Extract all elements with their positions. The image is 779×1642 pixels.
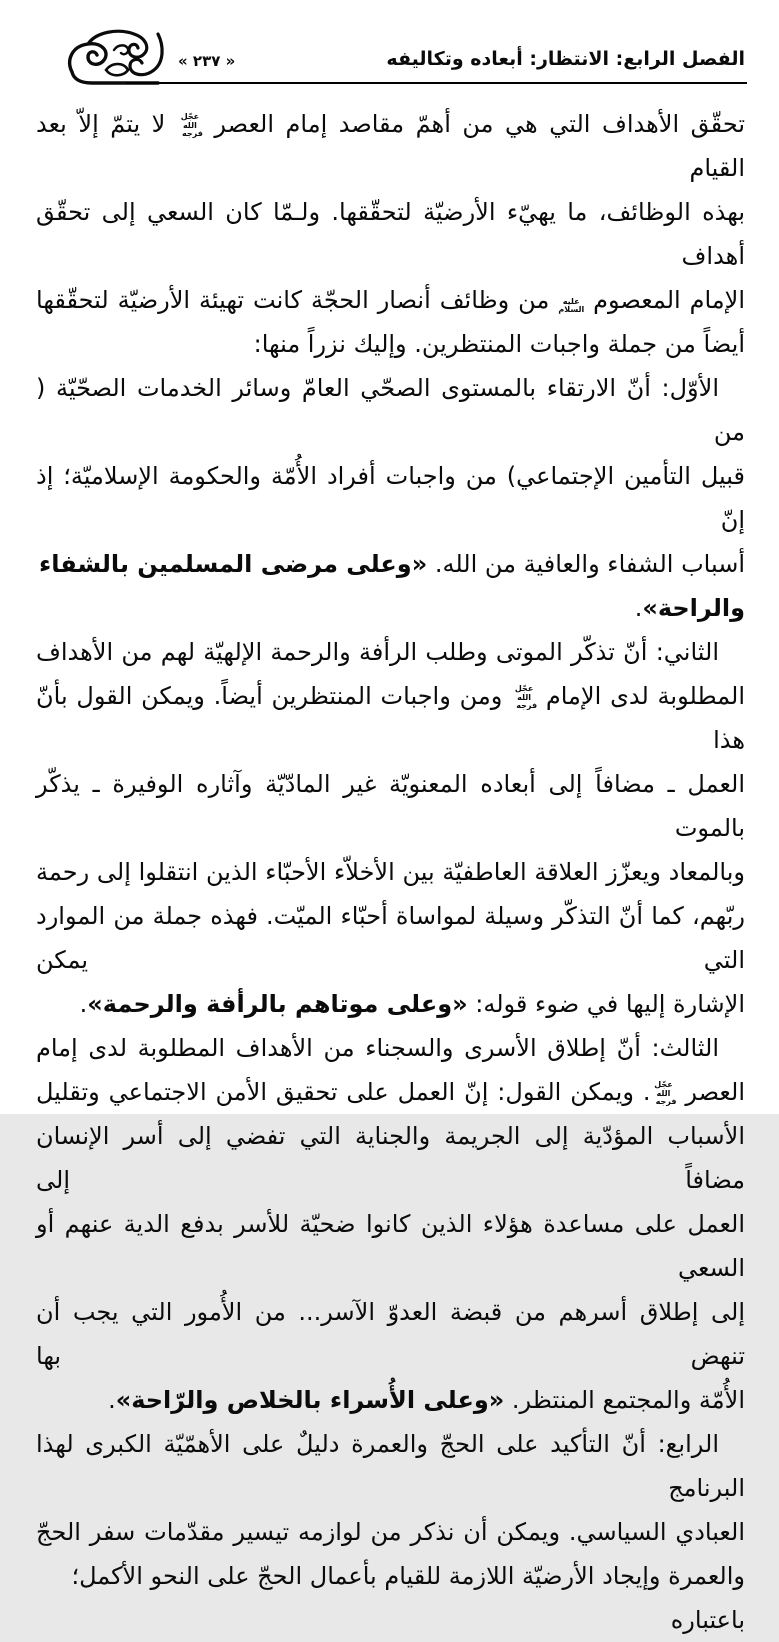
text-segment: إلى إطلاق أسرهم من قبضة العدوّ الآسر... من الأُمور التي يجب أن تنهض بها bbox=[36, 1298, 745, 1370]
text-segment: المطلوبة لدى الإمام bbox=[537, 682, 745, 710]
honorific-seal: عجّل الله فرجه bbox=[180, 112, 203, 138]
text-line bbox=[36, 762, 745, 850]
text-line bbox=[36, 278, 745, 322]
text-line bbox=[36, 454, 745, 542]
text-segment: «وعلى مرضى المسلمين بالشفاء والراحة» bbox=[38, 550, 745, 622]
text-segment: العصر bbox=[676, 1078, 745, 1106]
text-segment: الرابع: أنّ التأكيد على الحجّ والعمرة دليلٌ على الأهمّيّة الكبرى لهذا البرنامج bbox=[36, 1430, 745, 1502]
text-segment: . bbox=[108, 1386, 116, 1414]
honorific-seal: عجّل الله فرجه bbox=[654, 1080, 677, 1106]
text-line bbox=[36, 322, 745, 366]
text-line bbox=[36, 894, 745, 982]
text-line bbox=[36, 1026, 745, 1070]
text-line bbox=[36, 674, 745, 762]
text-line bbox=[36, 1422, 745, 1510]
text-line bbox=[36, 1114, 745, 1202]
text-segment: «وعلى موتاهم بالرأفة والرحمة» bbox=[87, 990, 468, 1018]
text-line bbox=[36, 1378, 745, 1422]
text-segment: الأسباب المؤدّية إلى الجريمة والجناية التي تفضي إلى أسر الإنسان مضافاً إلى bbox=[36, 1122, 745, 1194]
header-divider bbox=[126, 82, 747, 84]
text-segment: أسباب الشفاء والعافية من الله. bbox=[427, 550, 745, 578]
text-segment: الأوّل: أنّ الارتقاء بالمستوى الصحّي العامّ وسائر الخدمات الصحّيّة ( من bbox=[36, 374, 745, 446]
text-segment: العمل على مساعدة هؤلاء الذين كانوا ضحيّة للأسر بدفع الدية عنهم أو السعي bbox=[36, 1210, 745, 1282]
text-segment: لا يتمّ إلاّ بعد القيام bbox=[36, 110, 745, 182]
text-segment: وبالمعاد ويعزّز العلاقة العاطفيّة بين الأخلاّء الأحبّاء الذين انتقلوا إلى رحمة bbox=[36, 858, 745, 886]
text-segment: قبيل التأمين الإجتماعي) من واجبات أفراد الأُمّة والحكومة الإسلاميّة؛ إذ إنّ bbox=[36, 462, 745, 534]
text-segment: ربّهم، كما أنّ التذكّر وسيلة لمواساة أحبّاء الميّت. فهذه جملة من الموارد التي يمكن bbox=[36, 902, 745, 974]
text-line bbox=[36, 190, 745, 278]
text-line bbox=[36, 850, 745, 894]
text-segment: بهذه الوظائف، ما يهيّء الأرضيّة لتحقّقها. ولـمّا كان السعي إلى تحقّق أهداف bbox=[36, 198, 745, 270]
text-segment: الثاني: أنّ تذكّر الموتى وطلب الرأفة والرحمة الإلهيّة لهم من الأهداف bbox=[36, 638, 719, 666]
text-segment: العمل ـ مضافاً إلى أبعاده المعنويّة غير المادّيّة وآثاره الوفيرة ـ يذكّر بالموت bbox=[36, 770, 745, 842]
text-segment: . bbox=[79, 990, 88, 1018]
text-line bbox=[36, 1510, 745, 1554]
calligraphic-flourish-icon bbox=[62, 26, 166, 88]
text-segment: أيضاً من جملة واجبات المنتظرين. وإليك نزراً منها: bbox=[253, 330, 745, 358]
text-segment: «وعلى الأُسراء بالخلاص والرّاحة» bbox=[115, 1386, 505, 1414]
text-line bbox=[36, 542, 745, 630]
text-segment: الإشارة إليها في ضوء قوله: bbox=[467, 990, 745, 1018]
text-segment: . bbox=[634, 594, 643, 622]
text-line bbox=[36, 630, 745, 674]
text-segment: والعمرة وإيجاد الأرضيّة اللازمة للقيام بأعمال الحجّ على النحو الأكمل؛ باعتباره bbox=[71, 1562, 745, 1634]
text-segment: الثالث: أنّ إطلاق الأسرى والسجناء من الأهداف المطلوبة لدى إمام bbox=[36, 1034, 719, 1062]
text-segment: العبادي السياسي. ويمكن أن نذكر من لوازمه تيسير مقدّمات سفر الحجّ bbox=[36, 1518, 745, 1546]
text-segment: الأُمّة والمجتمع المنتظر. bbox=[504, 1386, 745, 1414]
text-line bbox=[36, 1554, 745, 1642]
text-line bbox=[36, 102, 745, 190]
text-segment: من وظائف أنصار الحجّة كانت تهيئة الأرضيّة لتحقّقها bbox=[36, 286, 559, 314]
body-text bbox=[36, 102, 745, 1642]
text-segment: . ويمكن القول: إنّ العمل على تحقيق الأمن الاجتماعي وتقليل bbox=[36, 1078, 651, 1106]
page-number: « ٢٣٧ » bbox=[178, 52, 236, 70]
text-segment: ومن واجبات المنتظرين أيضاً. ويمكن القول بأنّ هذا bbox=[36, 682, 745, 754]
text-line bbox=[36, 1202, 745, 1290]
text-line bbox=[36, 982, 745, 1026]
chapter-title: الفصل الرابع: الانتظار: أبعاده وتكاليفه bbox=[386, 48, 745, 70]
text-line bbox=[36, 1070, 745, 1114]
honorific-seal: عجّل الله فرجه bbox=[514, 684, 538, 710]
text-segment: تحقّق الأهداف التي هي من أهمّ مقاصد إمام العصر bbox=[202, 110, 745, 138]
text-line bbox=[36, 366, 745, 454]
text-segment: الإمام المعصوم bbox=[584, 286, 745, 314]
honorific-seal: عليه السلام bbox=[558, 296, 585, 314]
text-line bbox=[36, 1290, 745, 1378]
